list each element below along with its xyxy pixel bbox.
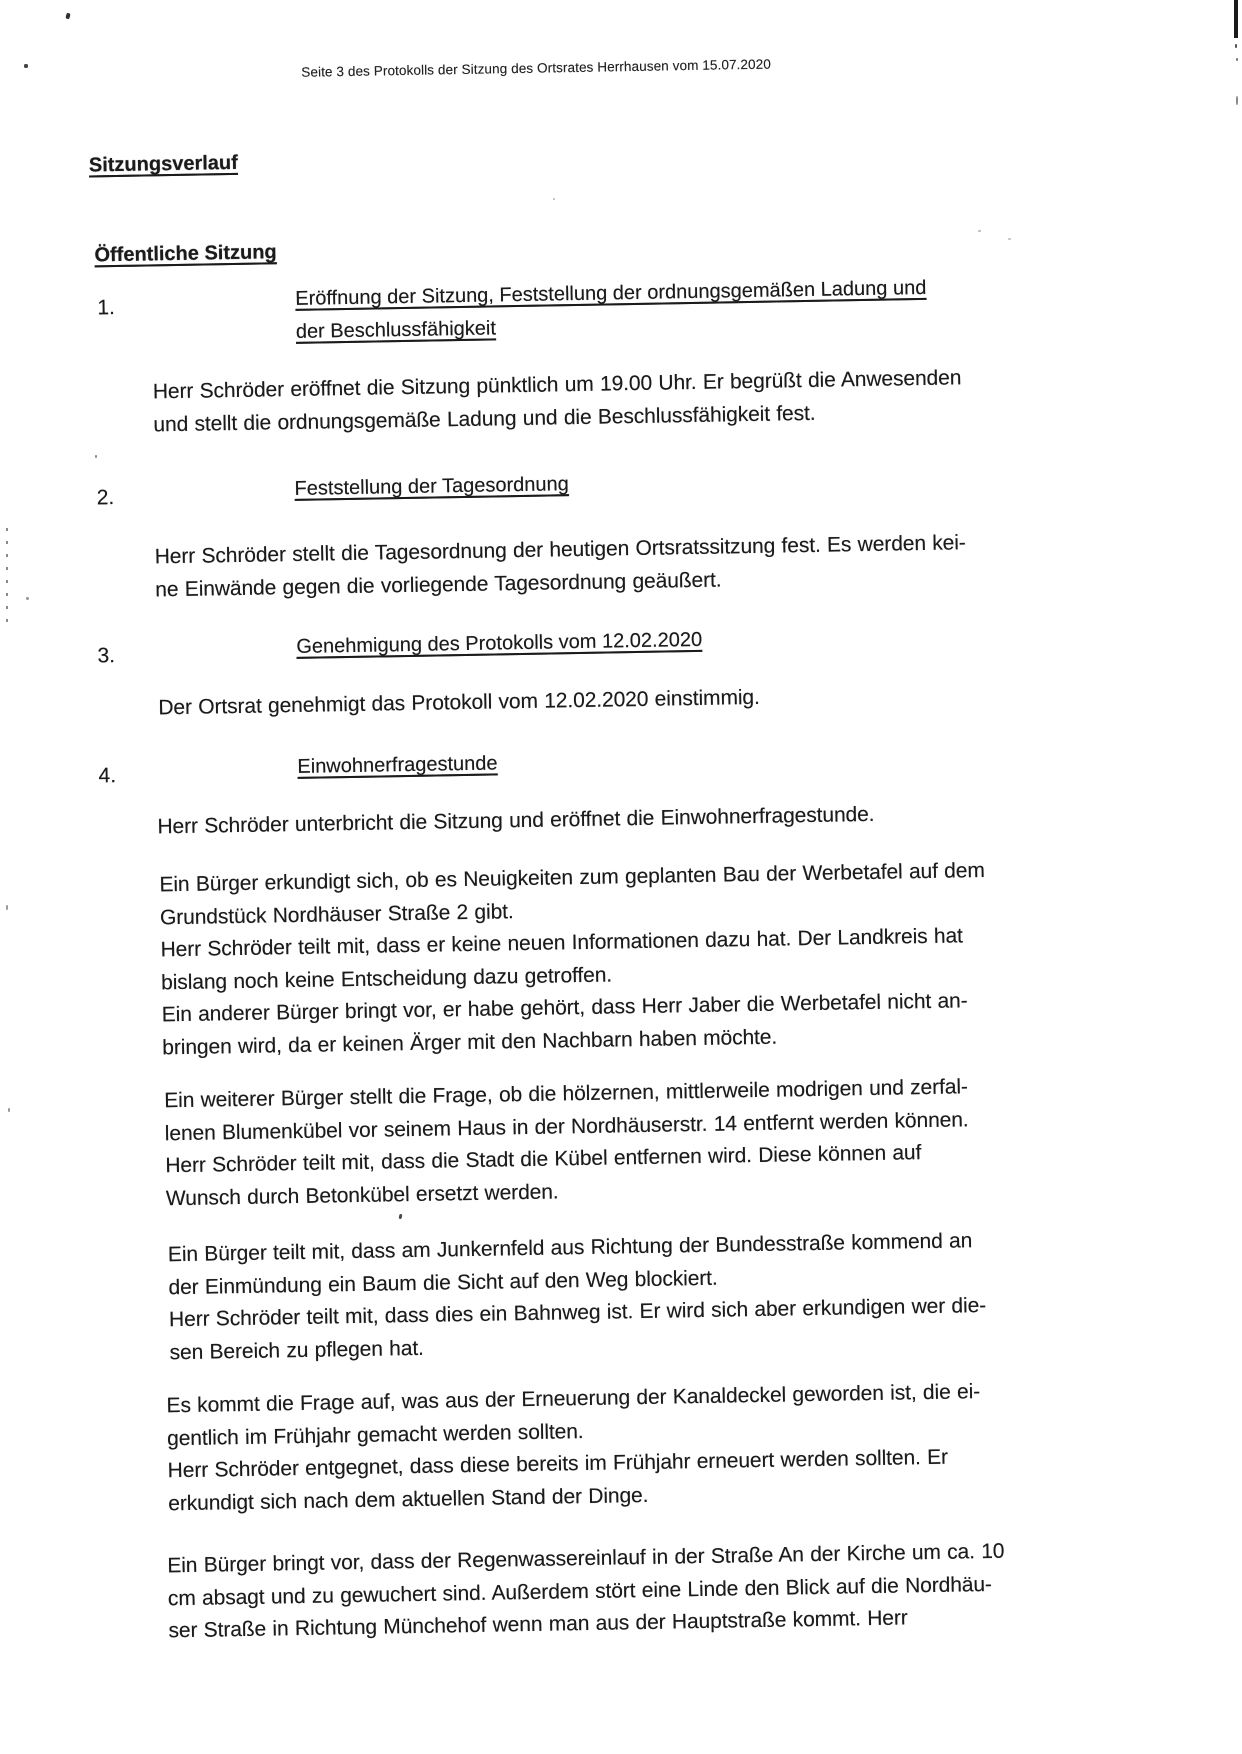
scan-artifact-speck [8,1108,10,1112]
agenda-item-3-paragraph: Der Ortsrat genehmigt das Protokoll vom 12.02.2020 einstimmig. [158,685,760,720]
agenda-item-4-paragraph-2: Ein Bürger erkundigt sich, ob es Neuigkeiten zum geplanten Bau der Werbetafel auf dem Grundstück Nordhäuser Straße 2 gibt. Herr Schröder teilt mit, dass er keine neuen Informationen dazu hat. Der Landkreis hat bislang noch keine Entscheidung dazu getroffen. Ein anderer Bürger bringt vor, er habe gehört, dass Herr Jaber die Werbetafel nicht an- bringen wird, da er keinen Ärger mit den Nachbarn haben möchte. [159,858,985,1059]
scan-artifact-dotted-column [6,528,8,624]
section-heading: Sitzungsverlauf [88,151,238,177]
agenda-item-4-paragraph-1: Herr Schröder unterbricht die Sitzung und eröffnet die Einwohnerfragestunde. [157,802,875,839]
agenda-item-2-number: 2. [96,486,115,510]
agenda-item-4-paragraph-3: Ein weiterer Bürger stellt die Frage, ob die hölzernen, mittlerweile modrigen und zerfal- lenen Blumenkübel vor seinem Haus in der Nordhäuserstr. 14 entfernt werden können. Herr Schröder teilt mit, dass die Stadt die Kübel entfernen wird. Diese können auf Wunsch durch Betonkübel ersetzt werden. [164,1075,969,1210]
agenda-item-2-title: Feststellung der Tagesordnung [294,473,569,500]
agenda-item-4-paragraph-4: Ein Bürger teilt mit, dass am Junkernfeld aus Richtung der Bundesstraße kommend an der Einmündung ein Baum die Sicht auf den Weg blockiert. Herr Schröder teilt mit, dass dies ein Bahnweg ist. Er wird sich aber erkundigen wer die- sen Bereich zu pflegen hat. [167,1229,987,1364]
agenda-item-3-number: 3. [97,644,116,668]
scan-artifact-speck [6,905,8,910]
agenda-item-4-paragraph-5: Es kommt die Frage auf, was aus der Erneuerung der Kanaldeckel geworden ist, die ei- gentlich im Frühjahr gemacht werden sollten. Herr Schröder entgegnet, dass diese bereits im Frühjahr erneuert werden sollten. Er erkundigt sich nach dem aktuellen Stand der Dinge. [166,1380,981,1515]
agenda-item-3-title: Genehmigung des Protokolls vom 12.02.2020 [296,628,703,658]
agenda-item-4-paragraph-6: Ein Bürger bringt vor, dass der Regenwassereinlauf in der Straße An der Kirche um ca. 10 cm absagt und zu gewuchert sind. Außerdem stört eine Linde den Blick auf die Nordhäu- ser Straße in Richtung Münchehof wenn man aus der Hauptstraße kommt. Herr [167,1539,1005,1643]
page-header: Seite 3 des Protokolls der Sitzung des Ortsrates Herrhausen vom 15.07.2020 [301,56,772,80]
agenda-item-4-number: 4. [98,764,117,788]
agenda-item-1-title: Eröffnung der Sitzung, Feststellung der ordnungsgemäßen Ladung und der Beschlussfähigkeit [295,276,927,343]
subsection-heading: Öffentliche Sitzung [94,241,277,267]
agenda-item-2-paragraph: Herr Schröder stellt die Tagesordnung der heutigen Ortsratssitzung fest. Es werden kei- ne Einwände gegen die vorliegende Tagesordnung geäußert. [154,531,966,601]
agenda-item-1-number: 1. [97,296,116,320]
agenda-item-4-title: Einwohnerfragestunde [297,752,498,778]
agenda-item-1-paragraph: Herr Schröder eröffnet die Sitzung pünktlich um 19.00 Uhr. Er begrüßt die Anwesenden und stellt die ordnungsgemäße Ladung und die Beschlussfähigkeit fest. [152,366,962,436]
